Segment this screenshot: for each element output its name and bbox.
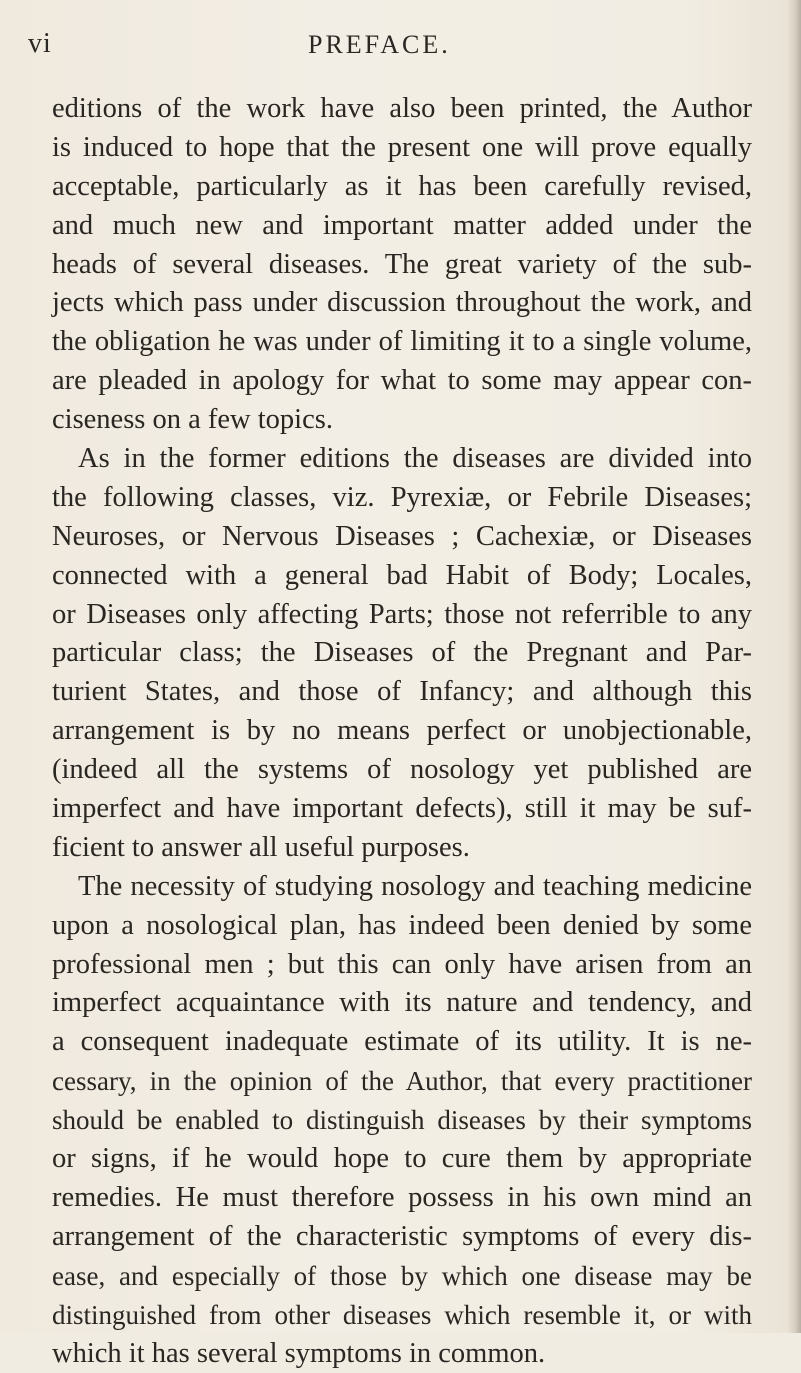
body-text [52,90,752,1373]
text-line: imperfect and have important defects), still it may be suf- [52,790,752,829]
text-line: heads of several diseases. The great variety of the sub- [52,246,752,285]
paragraph-start-line: As in the former editions the diseases are divided into [52,440,752,479]
text-line: (indeed all the systems of nosology yet published are [52,751,752,790]
page-edge-shadow [787,0,801,1333]
paragraph-end-line: ficient to answer all useful purposes. [52,829,752,868]
text-line: distinguished from other diseases which resemble it, or with [52,1296,752,1335]
text-line: professional men ; but this can only have arisen from an [52,946,752,985]
text-line: should be enabled to distinguish diseases by their symptoms [52,1101,752,1140]
text-line: arrangement is by no means perfect or unobjectionable, [52,712,752,751]
text-line: and much new and important matter added under the [52,207,752,246]
text-line: the obligation he was under of limiting it to a single volume, [52,323,752,362]
paragraph-end-line: which it has several symptoms in common. [52,1335,752,1373]
running-title: PREFACE. [308,30,451,60]
text-line: the following classes, viz. Pyrexiæ, or Febrile Diseases; [52,479,752,518]
text-line: editions of the work have also been printed, the Author [52,90,752,129]
text-line: connected with a general bad Habit of Body; Locales, [52,557,752,596]
text-line: ease, and especially of those by which one disease may be [52,1257,752,1296]
text-line: are pleaded in apology for what to some may appear con- [52,362,752,401]
text-line: upon a nosological plan, has indeed been denied by some [52,907,752,946]
text-line: acceptable, particularly as it has been carefully revised, [52,168,752,207]
text-line: Neuroses, or Nervous Diseases ; Cachexiæ, or Diseases [52,518,752,557]
paragraph-end-line: ciseness on a few topics. [52,401,752,440]
text-line: arrangement of the characteristic symptoms of every dis- [52,1218,752,1257]
text-line: is induced to hope that the present one will prove equally [52,129,752,168]
text-line: or Diseases only affecting Parts; those not referrible to any [52,596,752,635]
text-line: imperfect acquaintance with its nature and tendency, and [52,984,752,1023]
text-line: jects which pass under discussion throughout the work, and [52,284,752,323]
text-line: particular class; the Diseases of the Pregnant and Par- [52,634,752,673]
text-line: remedies. He must therefore possess in his own mind an [52,1179,752,1218]
text-line: cessary, in the opinion of the Author, that every practitioner [52,1062,752,1101]
page-header [0,14,801,64]
page-number: vi [28,28,52,60]
paragraph-start-line: The necessity of studying nosology and teaching medicine [52,868,752,907]
text-line: turient States, and those of Infancy; and although this [52,673,752,712]
text-line: or signs, if he would hope to cure them by appropriate [52,1140,752,1179]
text-line: a consequent inadequate estimate of its utility. It is ne- [52,1023,752,1062]
